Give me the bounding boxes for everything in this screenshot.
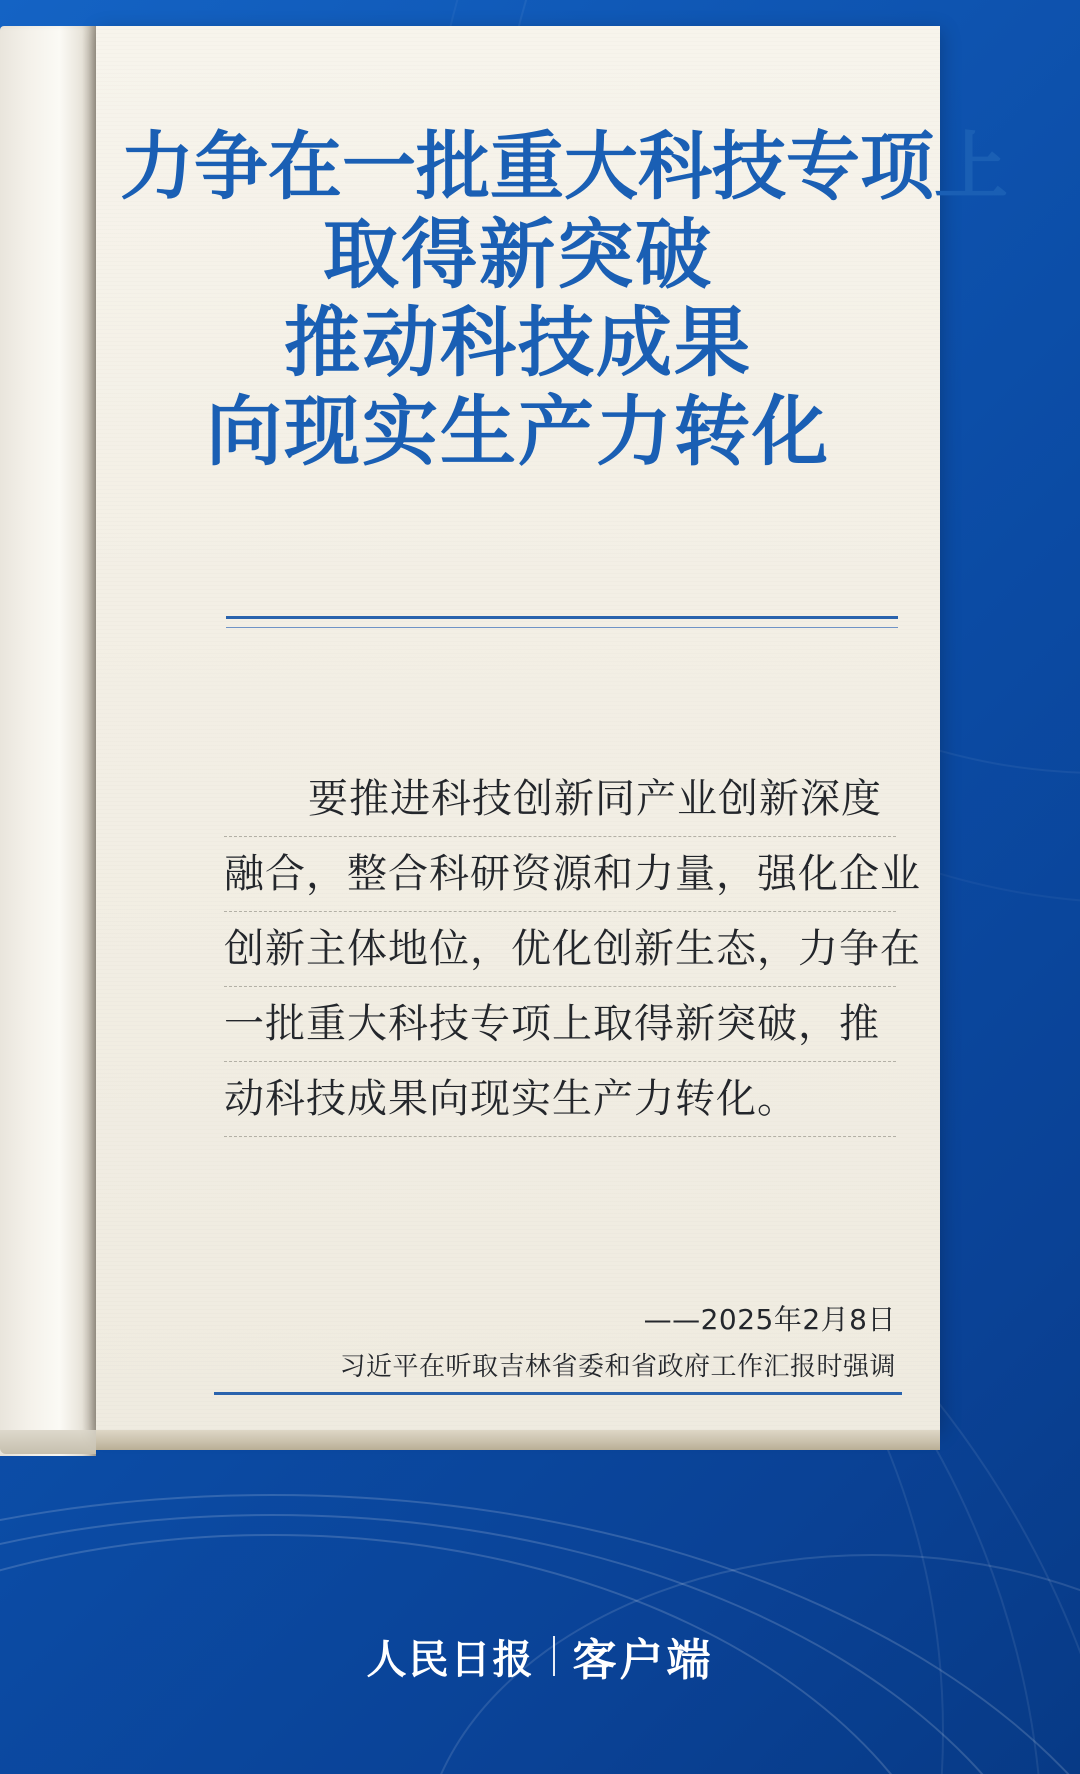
quote-line: 创新主体地位，优化创新生态，力争在 bbox=[224, 912, 896, 987]
attribution-source: 习近平在听取吉林省委和省政府工作汇报时强调 bbox=[339, 1352, 896, 1382]
footer-area bbox=[0, 1474, 1080, 1774]
quote-line: 动科技成果向现实生产力转化。 bbox=[224, 1062, 896, 1137]
quote-line: 一批重大科技专项上取得新突破，推 bbox=[224, 987, 896, 1062]
quote-line: 要推进科技创新同产业创新深度 bbox=[224, 762, 896, 837]
paper-surface bbox=[96, 26, 1008, 1430]
peoples-daily-logo: 人民日报 bbox=[366, 1635, 535, 1683]
brand-divider bbox=[553, 1636, 555, 1676]
brand-lockup bbox=[0, 1624, 1080, 1688]
poster-title bbox=[96, 124, 1008, 477]
title-divider bbox=[226, 616, 898, 628]
quote-body bbox=[224, 762, 921, 1137]
page-curl-left-bottom bbox=[0, 1430, 96, 1454]
brand-app-name: 客户端 bbox=[572, 1635, 714, 1686]
attribution-date: ——2025年2月8日 bbox=[643, 1303, 896, 1336]
attribution-divider bbox=[214, 1392, 902, 1395]
paper-bottom-edge bbox=[96, 1430, 940, 1450]
attribution bbox=[339, 1298, 896, 1383]
title-line-1: 力争在一批重大科技专项上 bbox=[120, 124, 1008, 210]
page-curl-left bbox=[0, 26, 96, 1456]
title-line-2: 取得新突破 bbox=[323, 209, 713, 299]
title-line-4: 向现实生产力转化 bbox=[206, 387, 830, 477]
title-line-3: 推动科技成果 bbox=[284, 298, 752, 388]
quote-line: 融合，整合科研资源和力量，强化企业 bbox=[224, 837, 896, 912]
paper-sheet bbox=[0, 26, 1008, 1456]
